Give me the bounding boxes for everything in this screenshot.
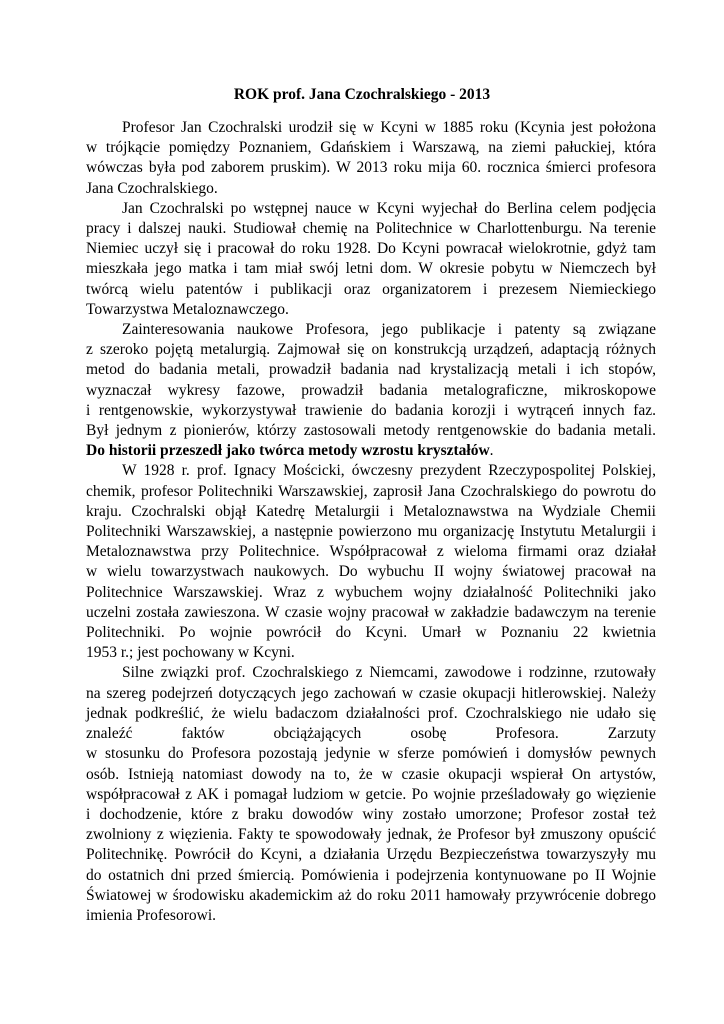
text-line: mieszkała jego matka i tam miał swój letni dom. W okresie pobytu w Niemczech był — [86, 260, 656, 278]
text-tail: . — [489, 442, 494, 460]
text-line: jednak podkreślić, że wielu badaczom działalności prof. Czochralskiego nie udało się — [86, 704, 656, 722]
text-line: imienia Profesorowi. — [86, 906, 217, 924]
text-line: z szeroko pojętą metalurgią. Zajmował się on konstrukcją urządzeń, adaptacją różnych — [86, 341, 656, 359]
page-title: ROK prof. Jana Czochralskiego - 2013 — [233, 86, 491, 103]
text-line: W 1928 r. prof. Ignacy Mościcki, ówczesny prezydent Rzeczypospolitej Polskiej, — [122, 462, 656, 480]
text-line: w stosunku do Profesora pozostają jedynie w sferze pomówień i domysłów pewnych — [86, 745, 656, 763]
text-line: współpracował z AK i pomagał ludziom w getcie. Po wojnie prześladowały go więzienie — [86, 785, 656, 803]
text-line: Jan Czochralski po wstępnej nauce w Kcyni wyjechał do Berlina celem podjęcia — [122, 199, 656, 217]
text-line: Jana Czochralskiego. — [86, 179, 218, 197]
text-line: metod do badania metali, prowadził badania nad krystalizacją metali i ich stopów, — [86, 361, 656, 379]
bold-text: Do historii przeszedł jako twórca metody wzrostu kryształów — [86, 442, 490, 460]
text-line: zwolniony z więzienia. Fakty te spowodowały jednak, że Profesor był zmuszony opuścić — [86, 826, 656, 844]
text-line: i dochodzenie, które z braku dowodów winy zostało umorzone; Profesor został też — [86, 805, 656, 823]
text-line: Politechniki. Po wojnie powrócił do Kcyni. Umarł w Poznaniu 22 kwietnia — [86, 624, 656, 642]
text-line: Profesor Jan Czochralski urodził się w Kcyni w 1885 roku (Kcynia jest położona — [122, 119, 656, 136]
text-line: wyznaczał wykresy fazowe, prowadził badania metalograficzne, mikroskopowe — [86, 381, 656, 399]
text-line: wówczas była pod zaborem pruskim). W 2013 roku mija 60. rocznica śmierci profesora — [86, 159, 656, 177]
text-line: 1953 r.; jest pochowany w Kcyni. — [86, 644, 295, 662]
text-line: Politechniki Warszawskiej, a następnie powierzono mu organizację Instytutu Metalurgii i — [86, 523, 656, 541]
text-line: Światowej w środowisku akademickim aż do roku 2011 hamowały przywrócenie dobrego — [86, 886, 656, 904]
text-line: Towarzystwa Metaloznawczego. — [86, 300, 289, 318]
text-line: Silne związki prof. Czochralskiego z Niemcami, zawodowe i rodzinne, rzutowały — [122, 664, 656, 682]
text-line: Zainteresowania naukowe Profesora, jego publikacje i patenty są związane — [122, 321, 656, 339]
text-line: i rentgenowskie, wykorzystywał trawienie do badania korozji i wytrąceń innych faz. — [86, 401, 656, 419]
text-line: kraju. Czochralski objął Katedrę Metalurgii i Metaloznawstwa na Wydziale Chemii — [86, 502, 656, 520]
text-line: Politechnikę. Powrócił do Kcyni, a działania Urzędu Bezpieczeństwa towarzyszyły mu — [86, 846, 656, 864]
text-line: w trójkącie pomiędzy Poznaniem, Gdańskiem i Warszawą, na ziemi pałuckiej, która — [86, 139, 656, 157]
text-line: Metaloznawstwa przy Politechnice. Współpracował z wieloma firmami oraz działał — [86, 543, 656, 561]
text-line: uczelni została zawieszona. W czasie wojny pracował w zakładzie badawczym na terenie — [86, 603, 656, 621]
text-line: do ostatnich dni przed śmiercią. Pomówienia i podejrzenia kontynuowane po II Wojnie — [86, 866, 656, 884]
text-line: na szereg podejrzeń dotyczących jego zachowań w czasie okupacji hitlerowskiej. Należy — [86, 684, 656, 702]
text-line: w wielu towarzystwach naukowych. Do wybuchu II wojny światowej pracował na — [86, 563, 656, 581]
document-body — [86, 118, 656, 926]
text-line: Politechnice Warszawskiej. Wraz z wybuchem wojny działalność Politechniki jako — [86, 583, 656, 601]
text-line: chemik, profesor Politechniki Warszawskiej, zaprosił Jana Czochralskiego do powrotu do — [86, 482, 656, 500]
text-line — [86, 441, 656, 461]
text-line: Niemiec uczył się i pracował do roku 1928. Do Kcyni powracał wielokrotnie, gdyż tam — [86, 240, 656, 258]
text-line: twórcą wielu patentów i publikacji oraz organizatorem i prezesem Niemieckiego — [86, 280, 656, 298]
text-line: znaleźć faktów obciążających osobę Profesora. Zarzuty — [86, 725, 656, 743]
text-line: pracy i dalszej nauki. Studiował chemię na Politechnice w Charlottenburgu. Na terenie — [86, 220, 656, 238]
text-line: osób. Istnieją natomiast dowody na to, że w czasie okupacji wspierał On artystów, — [86, 765, 656, 783]
text-line: Był jednym z pionierów, którzy zastosowali metody rentgenowskie do badania metali. — [86, 422, 656, 440]
